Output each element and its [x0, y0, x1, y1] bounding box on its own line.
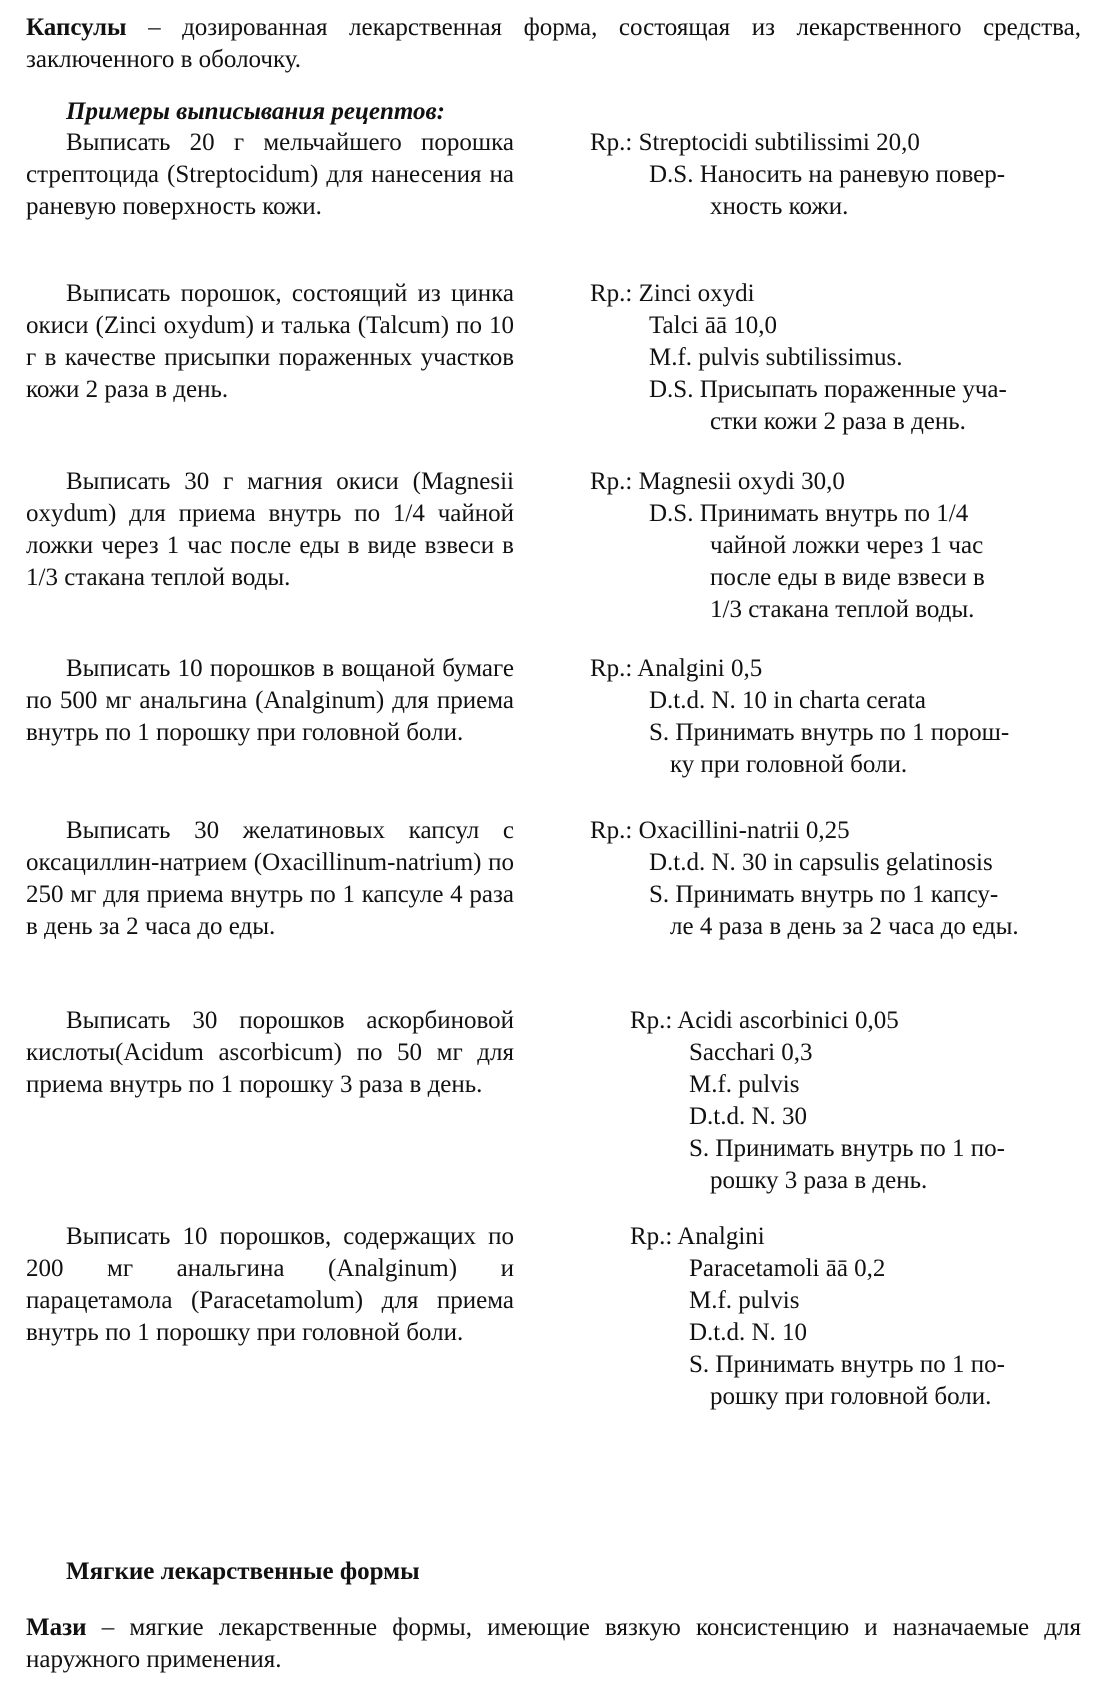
prescription-line: Rp.: Oxacillini-natrii 0,25 — [590, 817, 850, 844]
prescription-line: Sacchari 0,3 — [689, 1039, 813, 1066]
prescription-line: Rp.: Analgini — [630, 1223, 765, 1250]
prescription-line: Rp.: Magnesii oxydi 30,0 — [590, 468, 845, 495]
prescription-line: M.f. pulvis — [689, 1287, 800, 1314]
prescription — [590, 653, 1009, 781]
examples-heading: Примеры выписывания рецептов: — [66, 98, 445, 125]
outro-text: – мягкие лекарственные формы, имеющие вязкую консистенцию и назначаемые для наружного применения. — [26, 1614, 1081, 1673]
prescription — [590, 127, 1005, 223]
prescription-line: M.f. pulvis — [689, 1071, 800, 1098]
prescription-line: чайной ложки через 1 час — [710, 532, 984, 559]
prescription-line: D.t.d. N. 30 — [689, 1103, 808, 1130]
prescription-line: рошку 3 раза в день. — [710, 1167, 928, 1194]
example-task: Выписать 20 г мельчайшего порошка стрептоцида (Streptocidum) для нанесения на раневую поверхность кожи. — [26, 129, 514, 220]
prescription-line: Rp.: Acidi ascorbinici 0,05 — [630, 1007, 899, 1034]
prescription — [630, 1221, 1005, 1413]
section-heading: Мягкие лекарственные формы — [66, 1558, 420, 1585]
prescription-line: S. Принимать внутрь по 1 по- — [689, 1135, 1005, 1162]
prescription-line: S. Принимать внутрь по 1 капсу- — [649, 881, 999, 908]
prescription-line: D.S. Наносить на раневую повер- — [649, 161, 1006, 188]
prescription-line: стки кожи 2 раза в день. — [710, 408, 966, 435]
prescription-line: M.f. pulvis subtilissimus. — [649, 344, 903, 371]
prescription-line: D.S. Присыпать пораженные уча- — [649, 376, 1007, 403]
outro-term: Мази — [26, 1614, 87, 1641]
prescription-line: Talci āā 10,0 — [649, 312, 778, 339]
prescription-line: D.S. Принимать внутрь по 1/4 — [649, 500, 969, 527]
prescription-line: после еды в виде взвеси в — [710, 564, 985, 591]
prescription — [590, 278, 1007, 438]
prescription-line: D.t.d. N. 10 — [689, 1319, 808, 1346]
intro-term: Капсулы — [26, 14, 127, 41]
example-task: Выписать порошок, состоящий из цинка окиси (Zinci oxydum) и талька (Talcum) по 10 г в качестве присыпки пораженных участков кожи 2 раза в день. — [26, 280, 514, 403]
example-task: Выписать 30 порошков аскорбиновой кислоты(Acidum ascorbicum) по 50 мг для приема внутрь по 1 порошку 3 раза в день. — [26, 1007, 514, 1098]
intro-paragraph — [26, 12, 1081, 76]
prescription-line: ку при головной боли. — [670, 751, 908, 778]
prescription — [630, 1005, 1005, 1197]
prescription-line: D.t.d. N. 10 in charta cerata — [649, 687, 926, 714]
prescription-line: D.t.d. N. 30 in capsulis gelatinosis — [649, 849, 993, 876]
example-task: Выписать 10 порошков в вощаной бумаге по 500 мг анальгина (Analginum) для приема внутрь по 1 порошку при головной боли. — [26, 655, 514, 746]
prescription — [590, 466, 985, 626]
prescription-line: рошку при головной боли. — [710, 1383, 992, 1410]
example-task: Выписать 30 желатиновых капсул с оксациллин-натрием (Oxacillinum-natrium) по 250 мг для приема внутрь по 1 капсуле 4 раза в день за 2 часа до еды. — [26, 817, 514, 940]
prescription-line: S. Принимать внутрь по 1 по- — [689, 1351, 1005, 1378]
example-task: Выписать 30 г магния окиси (Magnesii oxydum) для приема внутрь по 1/4 чайной ложки через 1 час после еды в виде взвеси в 1/3 стакана теплой воды. — [26, 468, 514, 591]
example-task: Выписать 10 порошков, содержащих по 200 мг анальгина (Analginum) и парацетамола (Paracetamolum) для приема внутрь по 1 порошку при головной боли. — [26, 1223, 514, 1346]
intro-text: – дозированная лекарственная форма, состоящая из лекарственного средства, заключенного в оболочку. — [26, 14, 1081, 73]
prescription-line: хность кожи. — [710, 193, 849, 220]
prescription-line: 1/3 стакана теплой воды. — [710, 596, 975, 623]
prescription-line: ле 4 раза в день за 2 часа до еды. — [670, 913, 1019, 940]
prescription — [590, 815, 1019, 943]
prescription-line: Rp.: Streptocidi subtilissimi 20,0 — [590, 129, 920, 156]
prescription-line: Paracetamoli āā 0,2 — [689, 1255, 886, 1282]
outro-paragraph — [26, 1612, 1081, 1676]
prescription-line: Rp.: Analgini 0,5 — [590, 655, 763, 682]
prescription-line: S. Принимать внутрь по 1 порош- — [649, 719, 1010, 746]
prescription-line: Rp.: Zinci oxydi — [590, 280, 755, 307]
